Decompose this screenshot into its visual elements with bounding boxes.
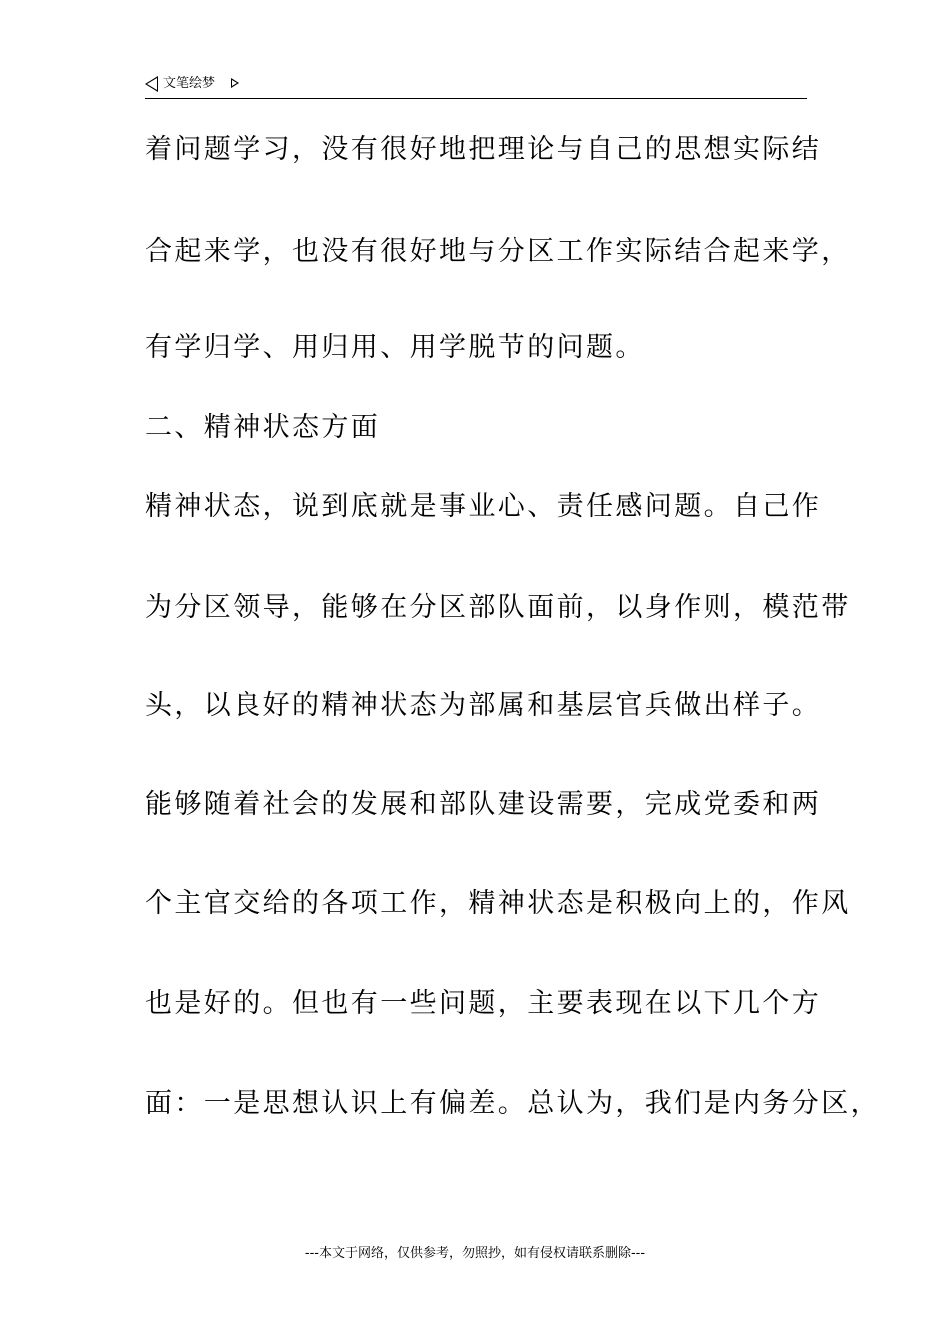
body-line-1: 着问题学习，没有很好地把理论与自己的思想实际结 — [145, 134, 822, 165]
header-title: 文笔绘梦 — [163, 76, 216, 91]
right-triangle-icon — [231, 78, 239, 88]
body-line-7: 头，以良好的精神状态为部属和基层官兵做出样子。 — [145, 690, 822, 721]
footer-disclaimer: ---本文于网络，仅供参考，勿照抄，如有侵权请联系删除--- — [304, 1246, 646, 1261]
body-line-6: 为分区领导，能够在分区部队面前，以身作则，模范带 — [145, 592, 851, 623]
left-triangle-icon — [145, 76, 158, 92]
body-line-2: 合起来学，也没有很好地与分区工作实际结合起来学， — [145, 236, 851, 267]
body-line-5: 精神状态，说到底就是事业心、责任感问题。自己作 — [145, 491, 822, 522]
body-line-10: 也是好的。但也有一些问题，主要表现在以下几个方 — [145, 988, 822, 1019]
body-line-11: 面：一是思想认识上有偏差。总认为，我们是内务分区， — [145, 1088, 880, 1119]
body-line-3: 有学归学、用归用、用学脱节的问题。 — [145, 332, 645, 363]
section-heading: 二、精神状态方面 — [145, 412, 381, 443]
body-line-9: 个主官交给的各项工作，精神状态是积极向上的，作风 — [145, 888, 851, 919]
page-header — [145, 74, 807, 99]
body-line-8: 能够随着社会的发展和部队建设需要，完成党委和两 — [145, 789, 822, 820]
